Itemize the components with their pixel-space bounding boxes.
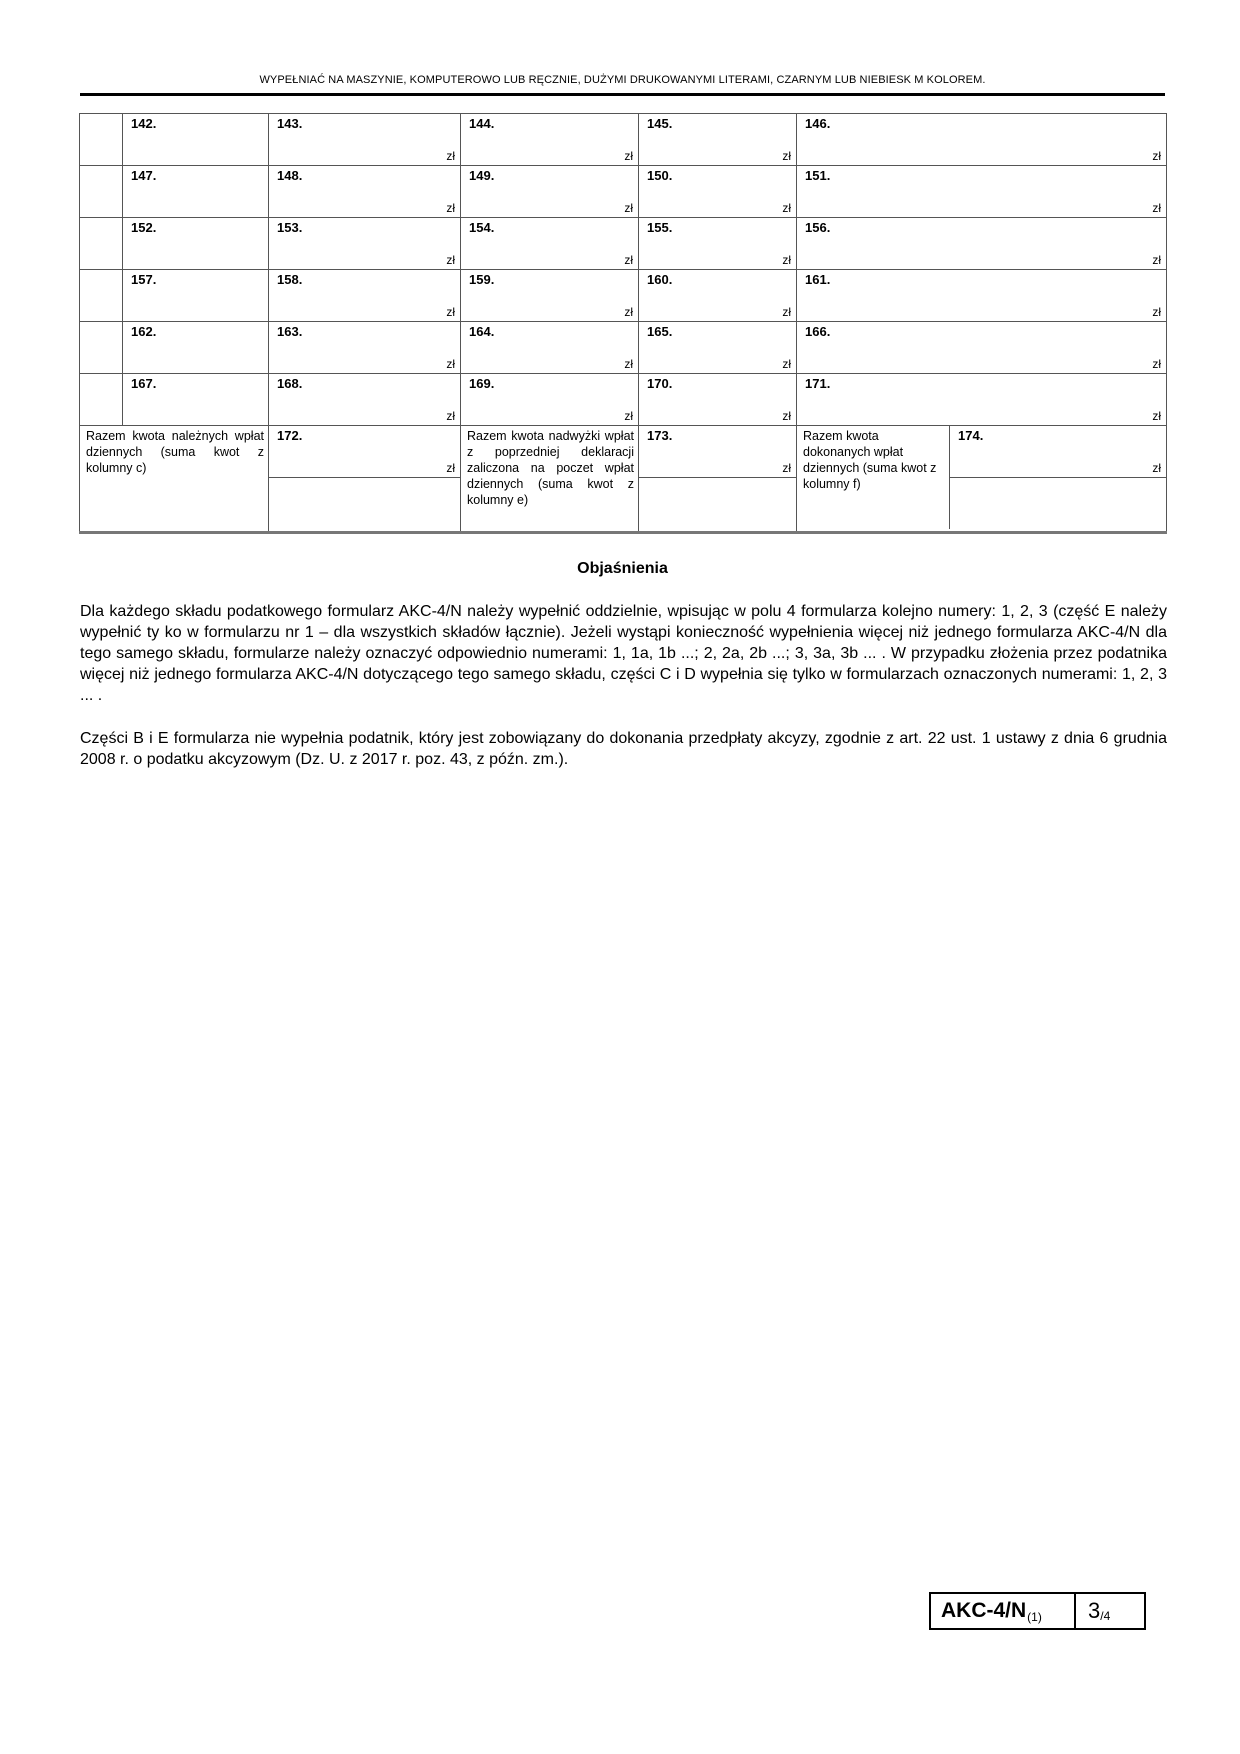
currency-label: zł	[446, 357, 455, 371]
total-label-e: Razem kwota nadwyżki wpłat z poprzedniej deklaracji zaliczona na poczet wpłat dziennych (suma kwot z kolumny e)	[461, 426, 639, 533]
form-table	[79, 113, 1167, 534]
explanations-paragraph-1: Dla każdego składu podatkowego formularz AKC-4/N należy wypełnić oddzielnie, wpisując w polu 4 formularza kolejno numery: 1, 2, 3 (część E należy wypełnić ty ko w formularzu nr 1 – dla wszystkich składów łącznie). Jeżeli wystąpi konieczność wypełnienia więcej niż jednego formularza AKC-4/N dla tego samego składu, formularze należy oznaczyć odpowiednio numerami: 1, 1a, 1b ...; 2, 2a, 2b ...; 3, 3a, 3b ... . W przypadku złożenia przez podatnika więcej niż jednego formularza AKC-4/N dotyczącego tego samego składu, części C i D wypełnia się tylko w formularzach oznaczonych numerami: 1, 2, 3 ... .	[80, 603, 1167, 704]
field-174[interactable]: 174. zł	[950, 426, 1166, 478]
field-169[interactable]: 169. zł	[461, 374, 639, 426]
field-165[interactable]: 165. zł	[639, 322, 797, 374]
field-157[interactable]: 157.	[123, 270, 269, 322]
field-171[interactable]: 171. zł	[797, 374, 1167, 426]
field-163[interactable]: 163. zł	[269, 322, 461, 374]
field-156[interactable]: 156. zł	[797, 218, 1167, 270]
currency-label: zł	[782, 357, 791, 371]
field-147[interactable]: 147.	[123, 166, 269, 218]
table-row	[80, 114, 1167, 166]
field-149[interactable]: 149. zł	[461, 166, 639, 218]
currency-label: zł	[446, 201, 455, 215]
field-173[interactable]: 173. zł	[639, 426, 796, 478]
field-164[interactable]: 164. zł	[461, 322, 639, 374]
currency-label: zł	[624, 201, 633, 215]
table-row	[80, 374, 1167, 426]
page-number: 3 /4	[1088, 1598, 1111, 1623]
total-cell-c	[269, 426, 461, 533]
field-172[interactable]: 172. zł	[269, 426, 460, 478]
total-label-c: Razem kwota należnych wpłat dziennych (suma kwot z kolumny c)	[80, 426, 269, 533]
header-rule	[80, 93, 1165, 96]
table-row	[80, 322, 1167, 374]
total-cell-e	[639, 426, 797, 533]
table-row	[80, 218, 1167, 270]
field-166[interactable]: 166. zł	[797, 322, 1167, 374]
currency-label: zł	[1152, 305, 1161, 319]
field-146[interactable]: 146. zł	[797, 114, 1167, 166]
field-154[interactable]: 154. zł	[461, 218, 639, 270]
field-160[interactable]: 160. zł	[639, 270, 797, 322]
currency-label: zł	[782, 253, 791, 267]
explanations-paragraph-2: Części B i E formularza nie wypełnia podatnik, który jest zobowiązany do dokonania przedpłaty akcyzy, zgodnie z art. 22 ust. 1 ustawy z dnia 6 grudnia 2008 r. o podatku akcyzowym (Dz. U. z 2017 r. poz. 43, z późn. zm.).	[80, 730, 1167, 768]
form-footer	[929, 1592, 1146, 1630]
currency-label: zł	[782, 305, 791, 319]
row-index-cell[interactable]	[80, 114, 123, 166]
currency-label: zł	[446, 461, 455, 475]
row-index-cell[interactable]	[80, 166, 123, 218]
currency-label: zł	[624, 253, 633, 267]
field-148[interactable]: 148. zł	[269, 166, 461, 218]
total-cell-f	[797, 426, 1167, 533]
currency-label: zł	[446, 253, 455, 267]
currency-label: zł	[1152, 409, 1161, 423]
currency-label: zł	[446, 409, 455, 423]
field-152[interactable]: 152.	[123, 218, 269, 270]
currency-label: zł	[624, 409, 633, 423]
field-142[interactable]: 142.	[123, 114, 269, 166]
field-143[interactable]: 143. zł	[269, 114, 461, 166]
currency-label: zł	[1152, 461, 1161, 475]
field-155[interactable]: 155. zł	[639, 218, 797, 270]
field-145[interactable]: 145. zł	[639, 114, 797, 166]
field-167[interactable]: 167.	[123, 374, 269, 426]
field-151[interactable]: 151. zł	[797, 166, 1167, 218]
field-162[interactable]: 162.	[123, 322, 269, 374]
currency-label: zł	[624, 149, 633, 163]
currency-label: zł	[1152, 149, 1161, 163]
field-144[interactable]: 144. zł	[461, 114, 639, 166]
total-label-f: Razem kwota dokonanych wpłat dziennych (suma kwot z kolumny f)	[797, 426, 950, 529]
field-170[interactable]: 170. zł	[639, 374, 797, 426]
table-row	[80, 270, 1167, 322]
currency-label: zł	[782, 409, 791, 423]
row-index-cell[interactable]	[80, 218, 123, 270]
row-index-cell[interactable]	[80, 270, 123, 322]
currency-label: zł	[624, 305, 633, 319]
currency-label: zł	[1152, 201, 1161, 215]
field-150[interactable]: 150. zł	[639, 166, 797, 218]
currency-label: zł	[782, 461, 791, 475]
currency-label: zł	[446, 149, 455, 163]
currency-label: zł	[782, 149, 791, 163]
header-instruction: WYPEŁNIAĆ NA MASZYNIE, KOMPUTEROWO LUB RĘCZNIE, DUŻYMI DRUKOWANYMI LITERAMI, CZARNYM LUB NIEBIESK M KOLOREM.	[259, 74, 986, 86]
currency-label: zł	[1152, 357, 1161, 371]
currency-label: zł	[624, 357, 633, 371]
row-index-cell[interactable]	[80, 374, 123, 426]
field-153[interactable]: 153. zł	[269, 218, 461, 270]
totals-row	[80, 426, 1167, 533]
form-code: AKC-4/N (1)	[931, 1594, 1076, 1628]
row-index-cell[interactable]	[80, 322, 123, 374]
explanations-title: Objaśnienia	[577, 560, 668, 577]
field-168[interactable]: 168. zł	[269, 374, 461, 426]
currency-label: zł	[1152, 253, 1161, 267]
field-159[interactable]: 159. zł	[461, 270, 639, 322]
currency-label: zł	[446, 305, 455, 319]
field-158[interactable]: 158. zł	[269, 270, 461, 322]
field-161[interactable]: 161. zł	[797, 270, 1167, 322]
table-row	[80, 166, 1167, 218]
currency-label: zł	[782, 201, 791, 215]
